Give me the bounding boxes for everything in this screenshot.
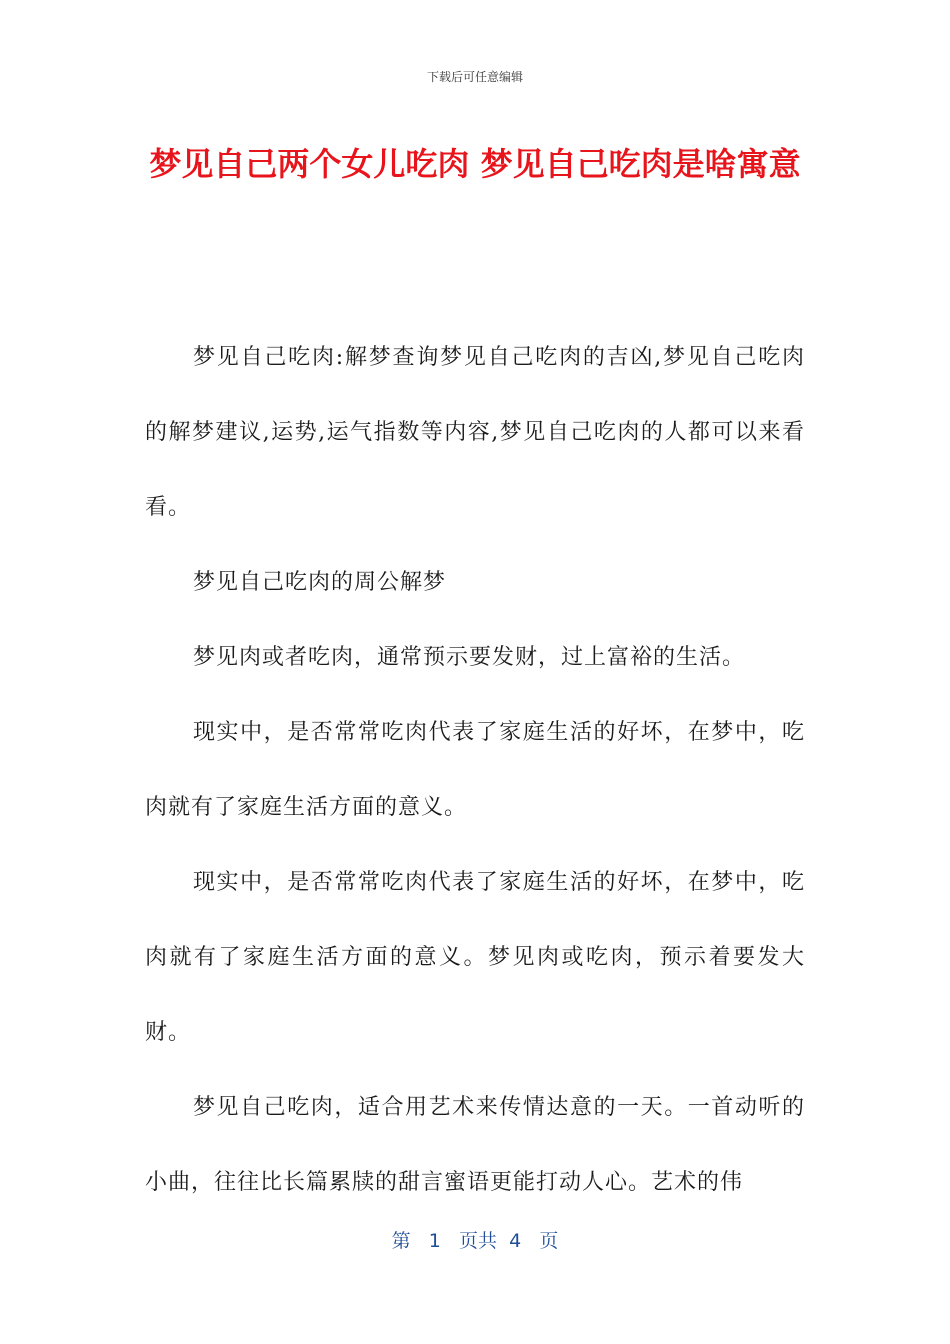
paragraph: 现实中，是否常常吃肉代表了家庭生活的好坏，在梦中，吃肉就有了家庭生活方面的意义。 [145, 720, 805, 820]
paragraph: 梦见自己吃肉:解梦查询梦见自己吃肉的吉凶,梦见自己吃肉的解梦建议,运势,运气指数等内容,梦见自己吃肉的人都可以来看看。 [145, 345, 805, 520]
document-body [145, 320, 805, 1220]
page-footer [0, 1226, 950, 1253]
page-prefix: 第 [391, 1230, 411, 1252]
page-middle: 页共 [459, 1230, 498, 1252]
paragraph: 梦见肉或者吃肉，通常预示要发财，过上富裕的生活。 [193, 645, 746, 670]
header-note: 下载后可任意编辑 [426, 70, 523, 84]
paragraph: 梦见自己吃肉，适合用艺术来传情达意的一天。一首动听的小曲，往往比长篇累牍的甜言蜜语更能打动人心。艺术的伟 [145, 1095, 805, 1195]
paragraph: 梦见自己吃肉的周公解梦 [193, 570, 447, 595]
page-suffix: 页 [539, 1230, 559, 1252]
total-pages-number: 4 [509, 1230, 522, 1252]
paragraph: 现实中，是否常常吃肉代表了家庭生活的好坏，在梦中，吃肉就有了家庭生活方面的意义。梦见肉或吃肉，预示着要发大财。 [145, 870, 805, 1045]
current-page-number: 1 [428, 1230, 441, 1252]
document-title: 梦见自己两个女儿吃肉 梦见自己吃肉是啥寓意 [149, 145, 801, 183]
